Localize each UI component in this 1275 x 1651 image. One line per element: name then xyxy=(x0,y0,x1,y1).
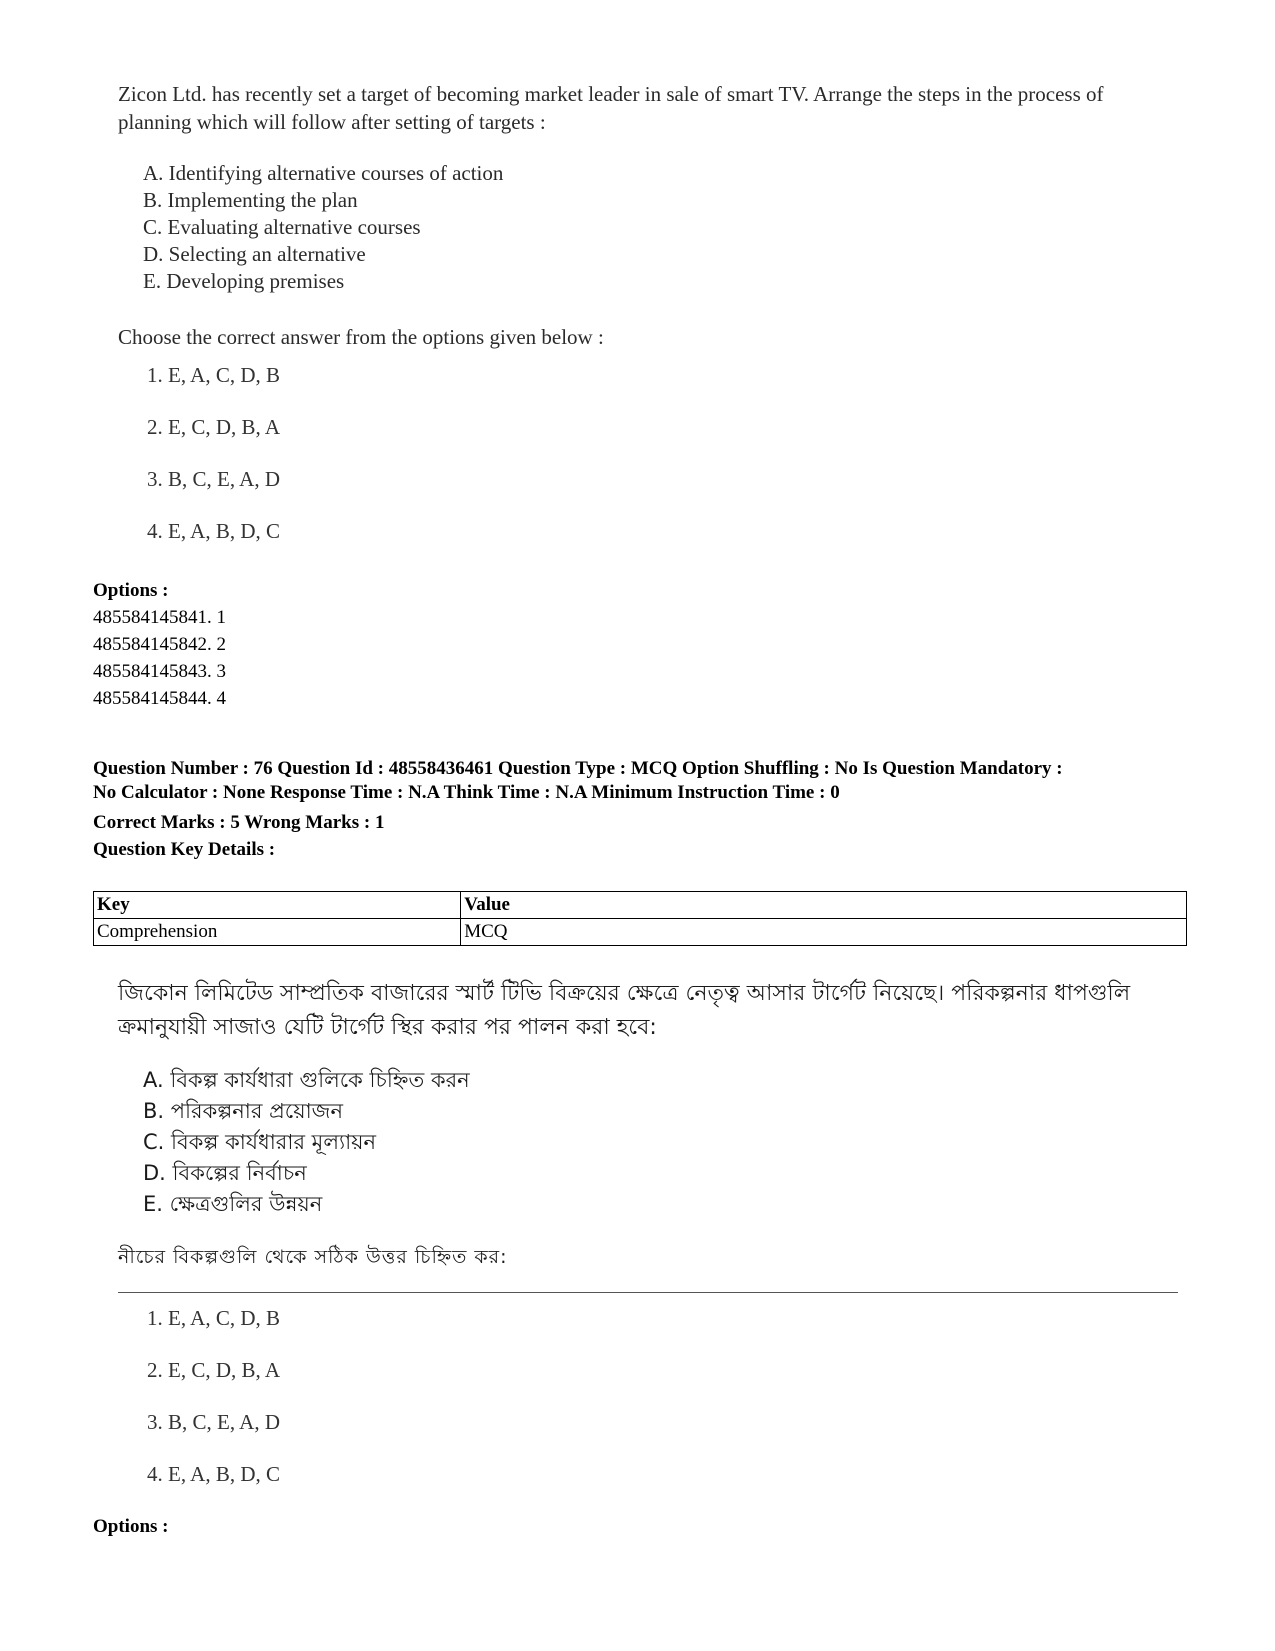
step-b-bengali: B. পরিকল্পনার প্রয়োজন xyxy=(143,1099,344,1123)
option-id-3: 485584145843. 3 xyxy=(93,661,226,682)
table-header-row xyxy=(94,892,1187,919)
question-meta-line-1: Question Number : 76 Question Id : 48558436461 Question Type : MCQ Option Shuffling : No Is Question Mandatory : xyxy=(93,758,1063,779)
answer-choice-2: 2. E, C, D, B, A xyxy=(147,415,281,439)
table-cell-key: Comprehension xyxy=(94,919,461,946)
table-cell-value: MCQ xyxy=(461,919,1187,946)
question-meta xyxy=(93,757,1193,805)
table-header-key: Key xyxy=(94,892,461,919)
marks-line: Correct Marks : 5 Wrong Marks : 1 xyxy=(93,812,385,833)
answer-choice-1: 1. E, A, C, D, B xyxy=(147,1306,281,1330)
step-b: B. Implementing the plan xyxy=(143,188,358,212)
answer-choice-4: 4. E, A, B, D, C xyxy=(147,1462,281,1486)
question-1-choose-prompt: Choose the correct answer from the options given below : xyxy=(118,325,604,349)
step-c-bengali: C. বিকল্প কার্যধারার মূল্যায়ন xyxy=(143,1130,377,1154)
answer-choice-3: 3. B, C, E, A, D xyxy=(147,467,281,491)
answer-choice-2: 2. E, C, D, B, A xyxy=(147,1358,281,1382)
divider-line xyxy=(118,1292,1178,1293)
table-header-value: Value xyxy=(461,892,1187,919)
option-id-2: 485584145842. 2 xyxy=(93,634,226,655)
question-2-steps-bengali xyxy=(143,1065,470,1220)
key-details-table xyxy=(93,891,1187,946)
options-label: Options : xyxy=(93,1516,169,1537)
question-2-choose-prompt-bengali: নীচের বিকল্পগুলি থেকে সঠিক উত্তর চিহ্নিত কর: xyxy=(118,1246,508,1268)
option-id-4: 485584145844. 4 xyxy=(93,688,226,709)
answer-choice-4: 4. E, A, B, D, C xyxy=(147,519,281,543)
question-1-stem: Zicon Ltd. has recently set a target of becoming market leader in sale of smart TV. Arrange the steps in the process of planning which will follow after setting of targets : xyxy=(118,82,1104,134)
step-a: A. Identifying alternative courses of action xyxy=(143,161,504,185)
step-a-bengali: A. বিকল্প কার্যধারা গুলিকে চিহ্নিত করন xyxy=(143,1068,470,1092)
step-c: C. Evaluating alternative courses xyxy=(143,215,421,239)
key-details-label: Question Key Details : xyxy=(93,839,276,860)
options-label: Options : xyxy=(93,580,169,601)
step-e-bengali: E. ক্ষেত্রগুলির উন্নয়ন xyxy=(143,1192,323,1216)
step-d: D. Selecting an alternative xyxy=(143,242,366,266)
step-d-bengali: D. বিকল্পের নির্বাচন xyxy=(143,1161,307,1185)
question-meta-line-2: No Calculator : None Response Time : N.A Think Time : N.A Minimum Instruction Time : 0 xyxy=(93,782,840,803)
step-e: E. Developing premises xyxy=(143,269,345,293)
table-row xyxy=(94,919,1187,946)
option-id-1: 485584145841. 1 xyxy=(93,607,226,628)
answer-choice-1: 1. E, A, C, D, B xyxy=(147,363,281,387)
question-2-stem-bengali: জিকোন লিমিটেড সাম্প্রতিক বাজারের স্মার্ট টিভি বিক্রয়ের ক্ষেত্রে নেতৃত্ব আসার টার্গেট নিয়েছে। পরিকল্পনার ধাপগুলি ক্রমানুযায়ী সাজাও যেটি টার্গেট স্থির করার পর পালন করা হবে: xyxy=(118,981,1131,1040)
answer-choice-3: 3. B, C, E, A, D xyxy=(147,1410,281,1434)
question-1-steps xyxy=(143,160,503,295)
